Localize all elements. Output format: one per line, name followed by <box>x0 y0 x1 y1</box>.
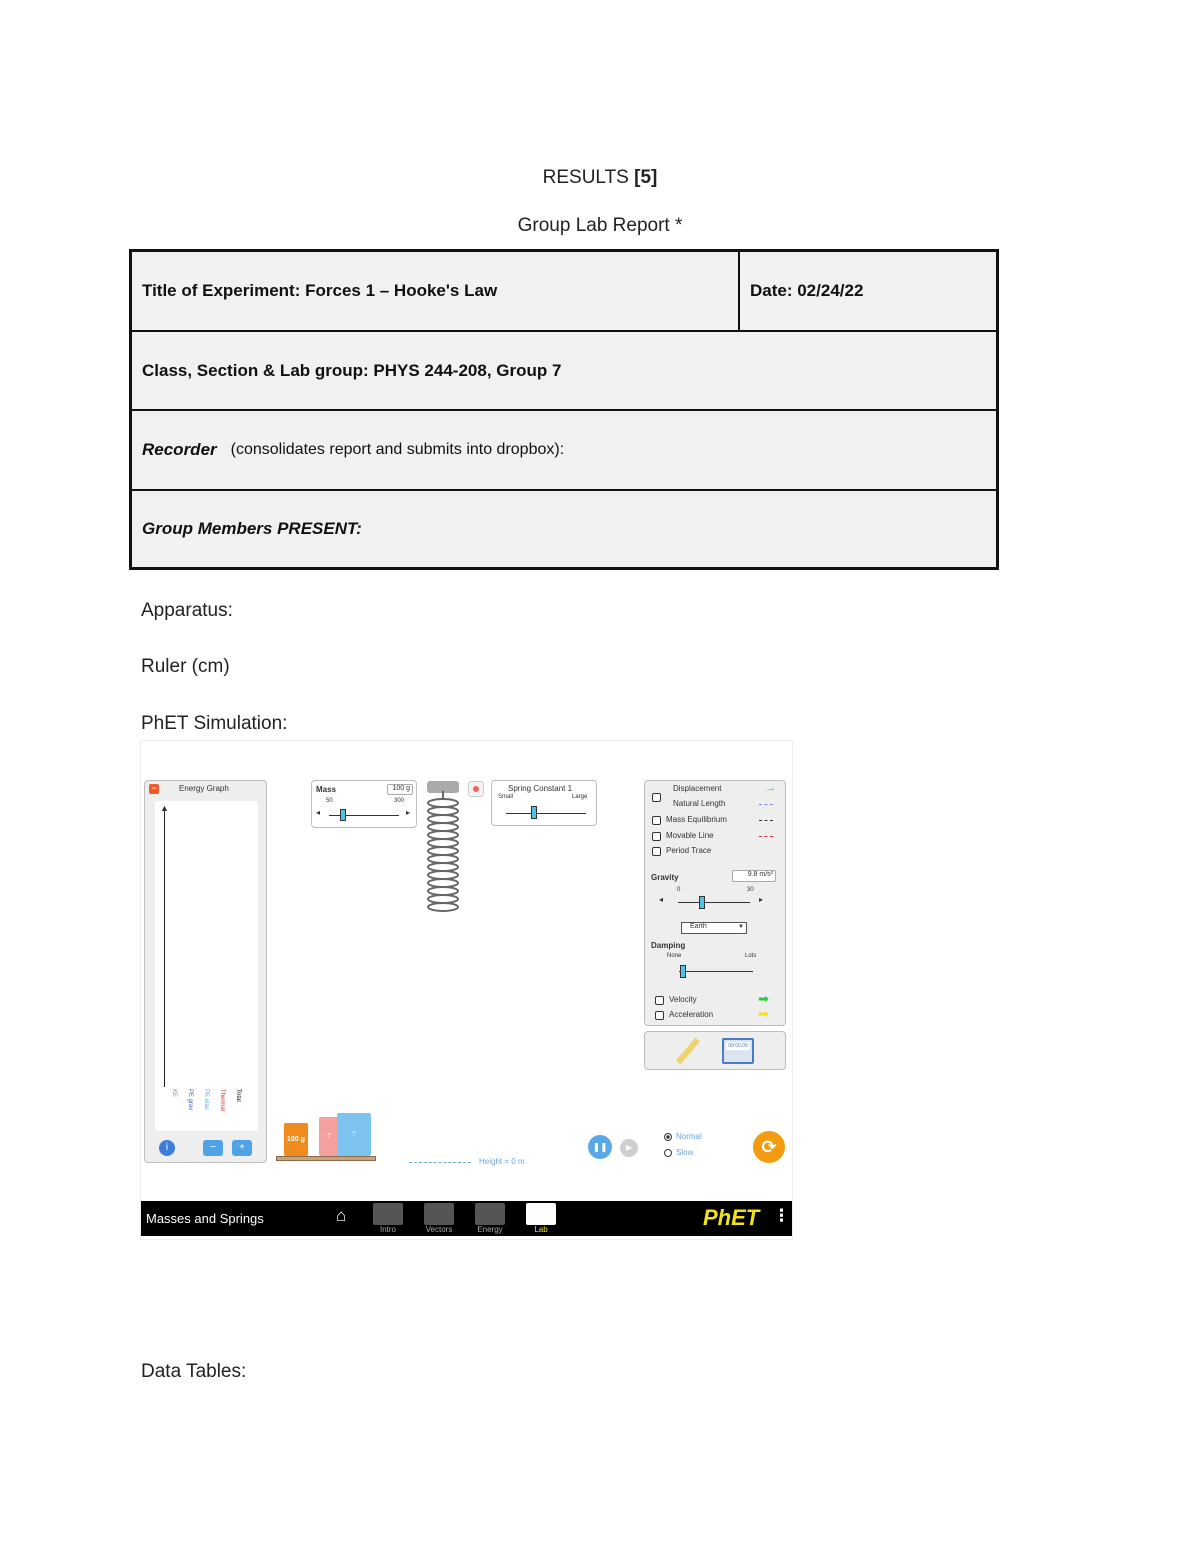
mass-panel <box>311 780 417 828</box>
recorder-row <box>132 411 996 491</box>
phet-simulation <box>140 740 793 1240</box>
period-trace-checkbox[interactable] <box>652 847 661 856</box>
speed-slow-label: Slow <box>676 1148 694 1157</box>
results-heading <box>0 167 1200 189</box>
velocity-label: Velocity <box>669 995 697 1004</box>
energy-graph-panel <box>144 780 267 1163</box>
slow-radio[interactable] <box>664 1149 672 1157</box>
phet-label: PhET Simulation: <box>141 713 288 734</box>
movable-line-label: Movable Line <box>666 831 714 840</box>
axis-arrow-icon: ▲ <box>160 803 169 813</box>
mass-increment-icon[interactable]: ▸ <box>406 808 411 817</box>
gravity-slider-thumb[interactable] <box>699 896 705 909</box>
intro-screen-icon[interactable] <box>373 1203 403 1225</box>
pe-elas-bar-label: PE elas <box>203 1089 209 1110</box>
options-panel <box>644 780 786 1026</box>
info-icon[interactable]: i <box>159 1140 175 1156</box>
chevron-down-icon: ▼ <box>738 924 744 930</box>
acceleration-label: Acceleration <box>669 1010 714 1019</box>
app-title: Masses and Springs <box>146 1211 264 1226</box>
menu-icon[interactable]: ⋮ <box>773 1206 790 1225</box>
total-bar-label: Total <box>235 1089 241 1102</box>
gravity-slider-track[interactable] <box>678 902 750 903</box>
spring-slider-thumb[interactable] <box>531 806 537 819</box>
mass-100g[interactable]: 100 g <box>284 1123 308 1156</box>
recorder-note: (consolidates report and submits into dropbox): <box>230 441 565 458</box>
energy-screen-label: Energy <box>477 1225 503 1234</box>
mass-equilibrium-label: Mass Equilibrium <box>666 815 727 824</box>
thermal-bar-label: Thermal <box>219 1089 225 1112</box>
mass-value: 100 g <box>387 784 413 795</box>
gravity-max: 30 <box>747 887 754 893</box>
damping-slider-thumb[interactable] <box>680 965 686 978</box>
reset-all-button[interactable]: ⟳ <box>753 1131 785 1163</box>
ke-bar-label: KE <box>171 1089 177 1098</box>
spring-slider-track[interactable] <box>506 813 586 814</box>
stop-button[interactable] <box>468 781 484 797</box>
step-icon[interactable]: ▶ <box>620 1139 638 1157</box>
mystery-mass-blue[interactable]: ? <box>337 1113 371 1156</box>
results-points: [5] <box>634 167 658 188</box>
velocity-checkbox[interactable] <box>655 996 664 1005</box>
report-subtitle: Group Lab Report * <box>517 215 683 236</box>
gravity-min: 0 <box>677 887 681 893</box>
timer-icon[interactable] <box>722 1038 754 1064</box>
recorder-cell <box>132 411 996 489</box>
damping-none-label: None <box>667 953 682 959</box>
height-reference-line[interactable] <box>409 1162 471 1163</box>
pe-grav-bar-label: PE grav <box>187 1089 193 1111</box>
mass-shelf <box>276 1156 376 1161</box>
home-icon[interactable]: ⌂ <box>336 1206 347 1225</box>
zoom-in-icon[interactable]: + <box>232 1140 252 1156</box>
mass-equilibrium-checkbox[interactable] <box>652 816 661 825</box>
vectors-screen-label: Vectors <box>425 1225 453 1234</box>
timer-display: 00:00.00 <box>726 1042 750 1050</box>
members-row <box>132 491 996 567</box>
planet-select[interactable] <box>681 922 747 934</box>
pause-button[interactable]: ❚❚ <box>588 1135 612 1159</box>
group-members-label: Group Members PRESENT: <box>142 519 362 538</box>
movable-line-swatch <box>759 836 773 837</box>
ruler-icon[interactable] <box>676 1038 700 1065</box>
mass-decrement-icon[interactable]: ◂ <box>316 808 321 817</box>
experiment-title: Title of Experiment: Forces 1 – Hooke's Law <box>142 281 498 300</box>
phet-navbar <box>141 1201 792 1236</box>
data-tables-label: Data Tables: <box>141 1361 247 1382</box>
results-label: RESULTS <box>542 167 635 188</box>
spring-large-label: Large <box>572 794 588 800</box>
mass-label: Mass <box>316 785 337 794</box>
damping-slider-track[interactable] <box>679 971 753 972</box>
gravity-label: Gravity <box>651 873 679 882</box>
acceleration-arrow-icon: ➡ <box>758 1006 769 1021</box>
mass-slider-thumb[interactable] <box>340 809 346 821</box>
movable-line-checkbox[interactable] <box>652 832 661 841</box>
collapse-icon[interactable]: − <box>149 784 159 794</box>
normal-radio[interactable] <box>664 1133 672 1141</box>
spring-constant-label: Spring Constant 1 <box>508 784 573 793</box>
class-section-group: Class, Section & Lab group: PHYS 244-208, Group 7 <box>142 360 562 380</box>
spring-constant-panel <box>491 780 597 826</box>
gravity-decrement-icon[interactable]: ◂ <box>659 895 664 904</box>
velocity-arrow-icon: ➡ <box>758 991 769 1006</box>
height-label: Height = 0 m <box>479 1157 525 1166</box>
energy-axis <box>164 809 165 1087</box>
mystery-mass-pink[interactable]: ? <box>319 1117 339 1156</box>
period-trace-label: Period Trace <box>666 846 712 855</box>
displacement-label: Displacement <box>673 784 722 793</box>
energy-screen-icon[interactable] <box>475 1203 505 1225</box>
acceleration-checkbox[interactable] <box>655 1011 664 1020</box>
displacement-arrow-icon: → <box>765 782 776 794</box>
equilibrium-line <box>759 820 773 821</box>
title-row <box>132 252 996 332</box>
damping-label: Damping <box>651 941 686 950</box>
spring-small-label: Small <box>498 794 514 800</box>
lab-screen-label: Lab <box>534 1225 548 1234</box>
gravity-value: 9.8 m/s² <box>732 870 776 882</box>
displacement-checkbox[interactable] <box>652 793 661 802</box>
mass-min: 50 <box>326 798 333 804</box>
speed-normal-label: Normal <box>676 1132 702 1141</box>
vectors-screen-icon[interactable] <box>424 1203 454 1225</box>
mass-max: 300 <box>394 798 405 804</box>
tools-panel <box>644 1031 786 1070</box>
recorder-label: Recorder <box>142 440 217 459</box>
natural-length-line <box>759 804 773 805</box>
ruler-item: Ruler (cm) <box>141 656 230 677</box>
natural-length-label: Natural Length <box>673 799 726 808</box>
apparatus-label: Apparatus: <box>141 600 233 621</box>
lab-screen-icon[interactable] <box>526 1203 556 1225</box>
energy-graph-area <box>155 801 258 1131</box>
intro-screen-label: Intro <box>379 1225 396 1234</box>
spring-coil[interactable] <box>421 791 465 917</box>
info-table <box>129 249 999 570</box>
class-row <box>132 332 996 411</box>
zoom-out-icon[interactable]: − <box>203 1140 223 1156</box>
stop-icon <box>473 786 479 792</box>
gravity-increment-icon[interactable]: ▸ <box>759 895 764 904</box>
damping-lots-label: Lots <box>745 953 757 959</box>
planet-value: Earth <box>690 923 707 930</box>
experiment-date: Date: 02/24/22 <box>750 281 864 300</box>
phet-logo: PhET <box>703 1205 760 1230</box>
energy-graph-title: Energy Graph <box>179 784 229 793</box>
